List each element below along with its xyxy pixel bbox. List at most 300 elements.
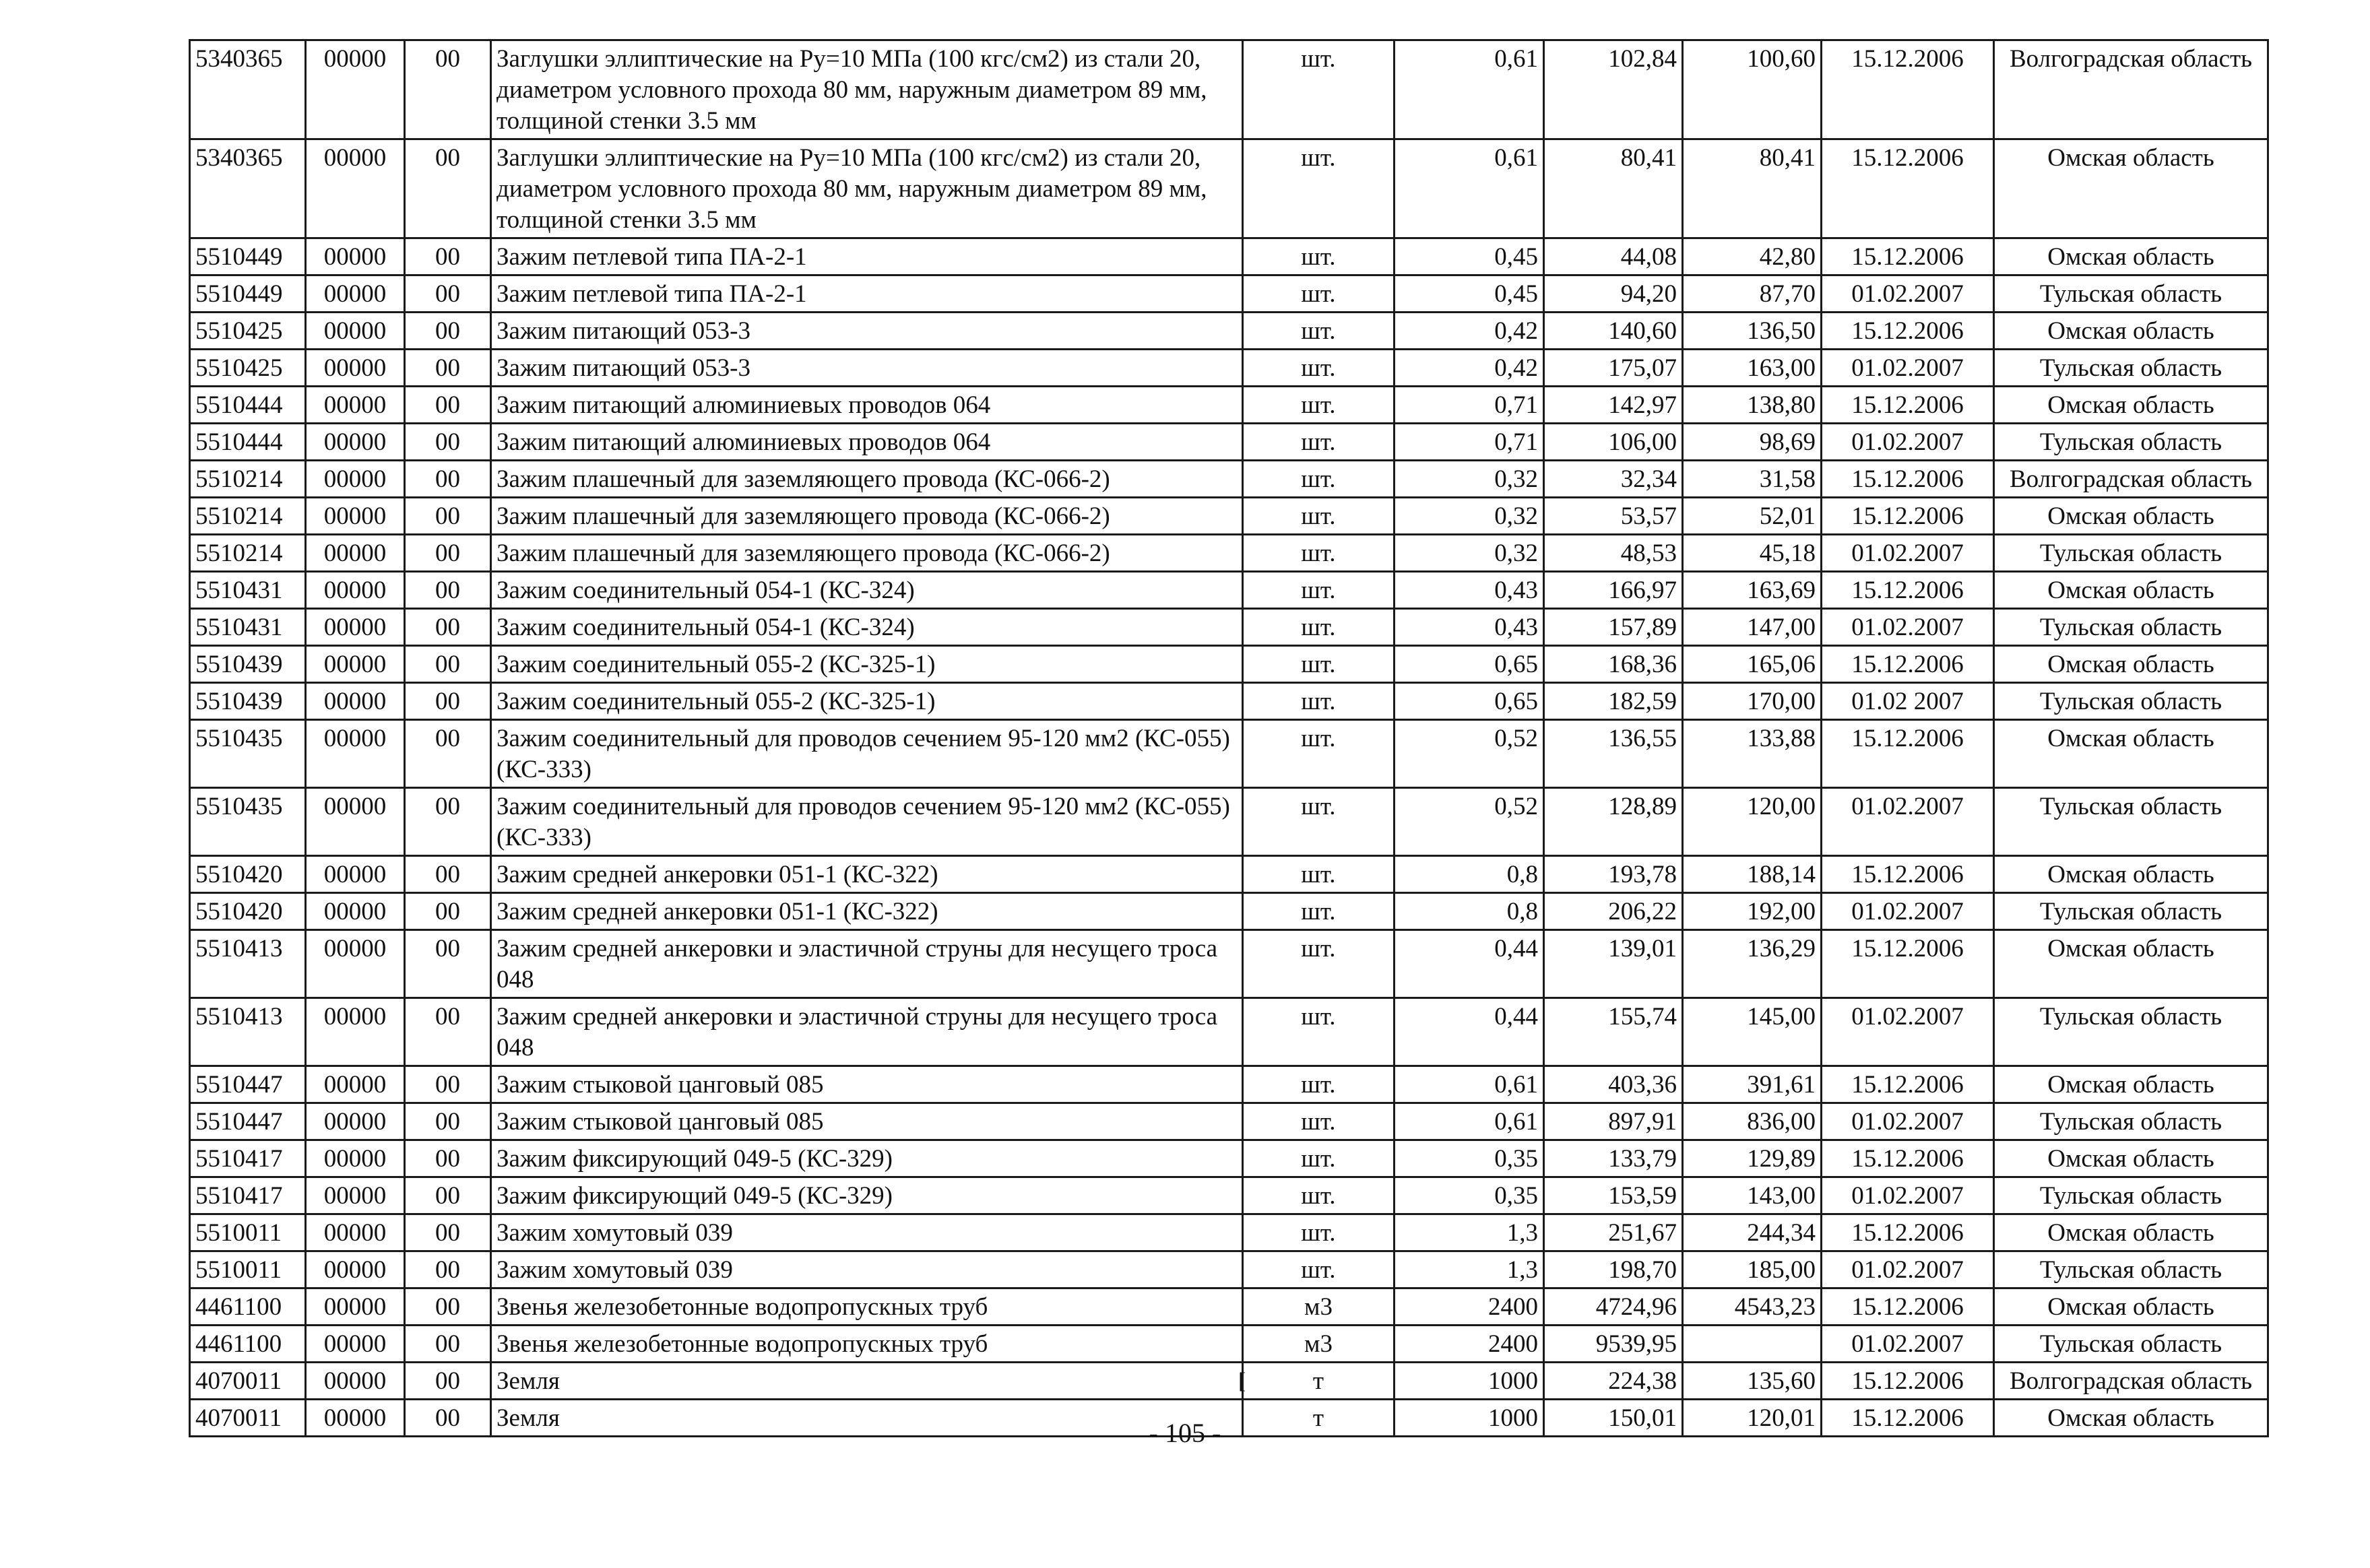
version-cell: 00 — [405, 1326, 491, 1363]
sub-code-cell: 00000 — [306, 139, 405, 238]
price-2-cell: 391,61 — [1683, 1066, 1822, 1103]
version-cell: 00 — [405, 238, 491, 275]
weight-cell: 0,44 — [1395, 930, 1544, 998]
region-cell: Тульская область — [1994, 1251, 2268, 1288]
price-1-cell: 897,91 — [1544, 1103, 1683, 1140]
region-cell: Омская область — [1994, 856, 2268, 893]
item-name-cell: Звенья железобетонные водопропускных труб — [491, 1288, 1243, 1326]
unit-cell: шт. — [1243, 498, 1395, 535]
unit-cell: шт. — [1243, 139, 1395, 238]
date-cell: 15.12.2006 — [1822, 139, 1994, 238]
unit-cell: шт. — [1243, 1066, 1395, 1103]
price-2-cell: 135,60 — [1683, 1363, 1822, 1400]
unit-cell: т — [1243, 1400, 1395, 1437]
item-code-cell: 5510435 — [190, 720, 306, 788]
item-name-cell: Земля — [491, 1363, 1243, 1400]
item-code-cell: 5510435 — [190, 788, 306, 856]
price-2-cell: 80,41 — [1683, 139, 1822, 238]
region-cell: Омская область — [1994, 646, 2268, 683]
price-2-cell: 87,70 — [1683, 275, 1822, 313]
date-cell: 01.02.2007 — [1822, 1251, 1994, 1288]
price-2-cell: 136,50 — [1683, 313, 1822, 350]
unit-cell: м3 — [1243, 1326, 1395, 1363]
sub-code-cell: 00000 — [306, 275, 405, 313]
date-cell: 15.12.2006 — [1822, 930, 1994, 998]
table-row — [190, 1326, 2268, 1363]
price-1-cell: 198,70 — [1544, 1251, 1683, 1288]
table-row — [190, 498, 2268, 535]
table-row — [190, 387, 2268, 424]
version-cell: 00 — [405, 609, 491, 646]
region-cell: Тульская область — [1994, 275, 2268, 313]
price-1-cell: 4724,96 — [1544, 1288, 1683, 1326]
table-row — [190, 1140, 2268, 1177]
item-code-cell: 5340365 — [190, 139, 306, 238]
sub-code-cell: 00000 — [306, 535, 405, 572]
price-1-cell: 182,59 — [1544, 683, 1683, 720]
price-2-cell: 98,69 — [1683, 424, 1822, 461]
sub-code-cell: 00000 — [306, 1214, 405, 1251]
weight-cell: 0,45 — [1395, 275, 1544, 313]
sub-code-cell: 00000 — [306, 313, 405, 350]
price-2-cell: 188,14 — [1683, 856, 1822, 893]
unit-cell: шт. — [1243, 856, 1395, 893]
region-cell: Тульская область — [1994, 998, 2268, 1066]
item-name-cell: Зажим питающий алюминиевых проводов 064 — [491, 424, 1243, 461]
version-cell: 00 — [405, 1140, 491, 1177]
item-code-cell: 5510449 — [190, 275, 306, 313]
region-cell: Омская область — [1994, 720, 2268, 788]
item-name-cell: Зажим петлевой типа ПА-2-1 — [491, 238, 1243, 275]
price-2-cell: 836,00 — [1683, 1103, 1822, 1140]
weight-cell: 0,8 — [1395, 893, 1544, 930]
sub-code-cell: 00000 — [306, 1251, 405, 1288]
sub-code-cell: 00000 — [306, 1103, 405, 1140]
item-name-cell: Заглушки эллиптические на Ру=10 МПа (100 кгс/см2) из стали 20, диаметром условного прохода 80 мм, наружным диаметром 89 мм, толщиной стенки 3.5 мм — [491, 139, 1243, 238]
version-cell: 00 — [405, 856, 491, 893]
date-cell: 01.02.2007 — [1822, 1177, 1994, 1214]
table-row — [190, 424, 2268, 461]
table-row — [190, 1066, 2268, 1103]
version-cell: 00 — [405, 720, 491, 788]
date-cell: 15.12.2006 — [1822, 238, 1994, 275]
item-code-cell: 5510425 — [190, 350, 306, 387]
sub-code-cell: 00000 — [306, 1177, 405, 1214]
version-cell: 00 — [405, 788, 491, 856]
sub-code-cell: 00000 — [306, 646, 405, 683]
weight-cell: 0,61 — [1395, 1103, 1544, 1140]
sub-code-cell: 00000 — [306, 1066, 405, 1103]
date-cell: 15.12.2006 — [1822, 1214, 1994, 1251]
sub-code-cell: 00000 — [306, 350, 405, 387]
item-name-cell: Зажим средней анкеровки 051-1 (КС-322) — [491, 856, 1243, 893]
table-row — [190, 1363, 2268, 1400]
version-cell: 00 — [405, 893, 491, 930]
weight-cell: 0,65 — [1395, 683, 1544, 720]
unit-cell: шт. — [1243, 683, 1395, 720]
unit-cell: шт. — [1243, 387, 1395, 424]
item-code-cell: 5510431 — [190, 609, 306, 646]
weight-cell: 2400 — [1395, 1326, 1544, 1363]
version-cell: 00 — [405, 1214, 491, 1251]
date-cell: 15.12.2006 — [1822, 1066, 1994, 1103]
price-2-cell: 170,00 — [1683, 683, 1822, 720]
unit-cell: шт. — [1243, 646, 1395, 683]
unit-cell: шт. — [1243, 238, 1395, 275]
unit-cell: шт. — [1243, 893, 1395, 930]
price-2-cell: 120,01 — [1683, 1400, 1822, 1437]
table-row — [190, 535, 2268, 572]
table-row — [190, 609, 2268, 646]
version-cell: 00 — [405, 139, 491, 238]
price-2-cell: 163,69 — [1683, 572, 1822, 609]
item-name-cell: Зажим петлевой типа ПА-2-1 — [491, 275, 1243, 313]
table-row — [190, 788, 2268, 856]
price-2-cell: 129,89 — [1683, 1140, 1822, 1177]
price-2-cell: 163,00 — [1683, 350, 1822, 387]
unit-cell: шт. — [1243, 275, 1395, 313]
item-code-cell: 5510214 — [190, 535, 306, 572]
table-row — [190, 1214, 2268, 1251]
region-cell: Тульская область — [1994, 535, 2268, 572]
sub-code-cell: 00000 — [306, 572, 405, 609]
unit-cell: шт. — [1243, 998, 1395, 1066]
table-row — [190, 646, 2268, 683]
price-2-cell: 120,00 — [1683, 788, 1822, 856]
price-1-cell: 155,74 — [1544, 998, 1683, 1066]
weight-cell: 1,3 — [1395, 1214, 1544, 1251]
unit-cell: м3 — [1243, 1288, 1395, 1326]
region-cell: Тульская область — [1994, 609, 2268, 646]
unit-cell: шт. — [1243, 1140, 1395, 1177]
item-name-cell: Зажим питающий 053-3 — [491, 350, 1243, 387]
price-table — [189, 39, 2269, 1437]
date-cell: 01.02 2007 — [1822, 683, 1994, 720]
table-row — [190, 1251, 2268, 1288]
sub-code-cell: 00000 — [306, 609, 405, 646]
price-1-cell: 251,67 — [1544, 1214, 1683, 1251]
price-1-cell: 224,38 — [1544, 1363, 1683, 1400]
date-cell: 15.12.2006 — [1822, 1288, 1994, 1326]
item-code-cell: 5510447 — [190, 1066, 306, 1103]
region-cell: Тульская область — [1994, 1326, 2268, 1363]
weight-cell: 0,71 — [1395, 424, 1544, 461]
price-2-cell: 192,00 — [1683, 893, 1822, 930]
item-code-cell: 5510011 — [190, 1214, 306, 1251]
region-cell: Омская область — [1994, 498, 2268, 535]
price-2-cell: 100,60 — [1683, 40, 1822, 139]
version-cell: 00 — [405, 1251, 491, 1288]
item-name-cell: Зажим соединительный для проводов сечением 95-120 мм2 (КС-055)(КС-333) — [491, 788, 1243, 856]
weight-cell: 0,32 — [1395, 461, 1544, 498]
table-row — [190, 238, 2268, 275]
weight-cell: 1000 — [1395, 1400, 1544, 1437]
date-cell: 01.02.2007 — [1822, 535, 1994, 572]
item-name-cell: Зажим средней анкеровки 051-1 (КС-322) — [491, 893, 1243, 930]
date-cell: 01.02.2007 — [1822, 893, 1994, 930]
item-code-cell: 5510214 — [190, 461, 306, 498]
sub-code-cell: 00000 — [306, 893, 405, 930]
sub-code-cell: 00000 — [306, 998, 405, 1066]
price-1-cell: 157,89 — [1544, 609, 1683, 646]
price-1-cell: 9539,95 — [1544, 1326, 1683, 1363]
table-row — [190, 350, 2268, 387]
region-cell: Волгоградская область — [1994, 461, 2268, 498]
sub-code-cell: 00000 — [306, 461, 405, 498]
date-cell: 15.12.2006 — [1822, 387, 1994, 424]
date-cell: 15.12.2006 — [1822, 856, 1994, 893]
item-name-cell: Зажим фиксирующий 049-5 (КС-329) — [491, 1177, 1243, 1214]
unit-cell: шт. — [1243, 535, 1395, 572]
weight-cell: 0,52 — [1395, 788, 1544, 856]
sub-code-cell: 00000 — [306, 683, 405, 720]
sub-code-cell: 00000 — [306, 1288, 405, 1326]
price-2-cell: 45,18 — [1683, 535, 1822, 572]
price-1-cell: 48,53 — [1544, 535, 1683, 572]
region-cell: Омская область — [1994, 313, 2268, 350]
sub-code-cell: 00000 — [306, 930, 405, 998]
price-2-cell: 143,00 — [1683, 1177, 1822, 1214]
item-code-cell: 5510413 — [190, 930, 306, 998]
item-code-cell: 5510444 — [190, 424, 306, 461]
table-row — [190, 1288, 2268, 1326]
version-cell: 00 — [405, 40, 491, 139]
price-1-cell: 53,57 — [1544, 498, 1683, 535]
sub-code-cell: 00000 — [306, 1140, 405, 1177]
region-cell: Омская область — [1994, 1288, 2268, 1326]
table-row — [190, 275, 2268, 313]
unit-cell: шт. — [1243, 1251, 1395, 1288]
date-cell: 01.02.2007 — [1822, 998, 1994, 1066]
table-row — [190, 313, 2268, 350]
item-code-cell: 5510449 — [190, 238, 306, 275]
version-cell: 00 — [405, 461, 491, 498]
date-cell: 15.12.2006 — [1822, 1400, 1994, 1437]
price-2-cell — [1683, 1326, 1822, 1363]
price-1-cell: 32,34 — [1544, 461, 1683, 498]
price-1-cell: 136,55 — [1544, 720, 1683, 788]
weight-cell: 0,32 — [1395, 535, 1544, 572]
table-row — [190, 893, 2268, 930]
price-2-cell: 42,80 — [1683, 238, 1822, 275]
table-row — [190, 1177, 2268, 1214]
weight-cell: 0,43 — [1395, 572, 1544, 609]
item-name-cell: Зажим плашечный для заземляющего провода (КС-066-2) — [491, 461, 1243, 498]
weight-cell: 2400 — [1395, 1288, 1544, 1326]
stray-mark: [ — [1238, 1369, 1246, 1394]
region-cell: Омская область — [1994, 238, 2268, 275]
unit-cell: шт. — [1243, 40, 1395, 139]
region-cell: Омская область — [1994, 1140, 2268, 1177]
sub-code-cell: 00000 — [306, 1363, 405, 1400]
table-row — [190, 998, 2268, 1066]
item-code-cell: 5510417 — [190, 1177, 306, 1214]
region-cell: Омская область — [1994, 387, 2268, 424]
table-row — [190, 856, 2268, 893]
item-name-cell: Зажим соединительный для проводов сечением 95-120 мм2 (КС-055)(КС-333) — [491, 720, 1243, 788]
item-name-cell: Зажим соединительный 055-2 (КС-325-1) — [491, 646, 1243, 683]
unit-cell: шт. — [1243, 1214, 1395, 1251]
version-cell: 00 — [405, 572, 491, 609]
version-cell: 00 — [405, 498, 491, 535]
price-2-cell: 138,80 — [1683, 387, 1822, 424]
weight-cell: 0,35 — [1395, 1177, 1544, 1214]
item-name-cell: Зажим стыковой цанговый 085 — [491, 1066, 1243, 1103]
item-name-cell: Зажим хомутовый 039 — [491, 1214, 1243, 1251]
sub-code-cell: 00000 — [306, 788, 405, 856]
version-cell: 00 — [405, 998, 491, 1066]
price-1-cell: 153,59 — [1544, 1177, 1683, 1214]
date-cell: 15.12.2006 — [1822, 572, 1994, 609]
version-cell: 00 — [405, 1103, 491, 1140]
version-cell: 00 — [405, 1363, 491, 1400]
item-name-cell: Звенья железобетонные водопропускных труб — [491, 1326, 1243, 1363]
item-name-cell: Заглушки эллиптические на Ру=10 МПа (100 кгс/см2) из стали 20, диаметром условного прохода 80 мм, наружным диаметром 89 мм, толщиной стенки 3.5 мм — [491, 40, 1243, 139]
region-cell: Волгоградская область — [1994, 40, 2268, 139]
version-cell: 00 — [405, 930, 491, 998]
item-code-cell: 5510425 — [190, 313, 306, 350]
unit-cell: шт. — [1243, 1177, 1395, 1214]
unit-cell: шт. — [1243, 720, 1395, 788]
table-row — [190, 1103, 2268, 1140]
item-code-cell: 5510439 — [190, 646, 306, 683]
table-row — [190, 572, 2268, 609]
sub-code-cell: 00000 — [306, 856, 405, 893]
sub-code-cell: 00000 — [306, 424, 405, 461]
price-1-cell: 80,41 — [1544, 139, 1683, 238]
price-1-cell: 206,22 — [1544, 893, 1683, 930]
item-code-cell: 5510439 — [190, 683, 306, 720]
date-cell: 01.02.2007 — [1822, 350, 1994, 387]
weight-cell: 0,61 — [1395, 1066, 1544, 1103]
price-1-cell: 403,36 — [1544, 1066, 1683, 1103]
price-1-cell: 139,01 — [1544, 930, 1683, 998]
version-cell: 00 — [405, 646, 491, 683]
region-cell: Волгоградская область — [1994, 1363, 2268, 1400]
region-cell: Тульская область — [1994, 683, 2268, 720]
item-code-cell: 5510214 — [190, 498, 306, 535]
price-1-cell: 168,36 — [1544, 646, 1683, 683]
item-code-cell: 5510431 — [190, 572, 306, 609]
sub-code-cell: 00000 — [306, 498, 405, 535]
sub-code-cell: 00000 — [306, 238, 405, 275]
date-cell: 01.02.2007 — [1822, 424, 1994, 461]
price-1-cell: 106,00 — [1544, 424, 1683, 461]
item-code-cell: 5340365 — [190, 40, 306, 139]
sub-code-cell: 00000 — [306, 1400, 405, 1437]
table-row — [190, 720, 2268, 788]
price-1-cell: 140,60 — [1544, 313, 1683, 350]
unit-cell: шт. — [1243, 1103, 1395, 1140]
price-2-cell: 147,00 — [1683, 609, 1822, 646]
version-cell: 00 — [405, 1400, 491, 1437]
weight-cell: 0,42 — [1395, 313, 1544, 350]
weight-cell: 0,35 — [1395, 1140, 1544, 1177]
version-cell: 00 — [405, 313, 491, 350]
unit-cell: шт. — [1243, 350, 1395, 387]
weight-cell: 0,42 — [1395, 350, 1544, 387]
item-code-cell: 5510447 — [190, 1103, 306, 1140]
weight-cell: 0,43 — [1395, 609, 1544, 646]
version-cell: 00 — [405, 350, 491, 387]
weight-cell: 0,71 — [1395, 387, 1544, 424]
weight-cell: 0,65 — [1395, 646, 1544, 683]
price-1-cell: 133,79 — [1544, 1140, 1683, 1177]
unit-cell: т — [1243, 1363, 1395, 1400]
unit-cell: шт. — [1243, 572, 1395, 609]
price-1-cell: 128,89 — [1544, 788, 1683, 856]
page-number: - 105 - — [1149, 1418, 1221, 1448]
price-1-cell: 142,97 — [1544, 387, 1683, 424]
date-cell: 01.02.2007 — [1822, 1103, 1994, 1140]
price-2-cell: 136,29 — [1683, 930, 1822, 998]
item-name-cell: Зажим соединительный 055-2 (КС-325-1) — [491, 683, 1243, 720]
price-2-cell: 52,01 — [1683, 498, 1822, 535]
item-code-cell: 4070011 — [190, 1363, 306, 1400]
sub-code-cell: 00000 — [306, 1326, 405, 1363]
price-1-cell: 193,78 — [1544, 856, 1683, 893]
price-1-cell: 166,97 — [1544, 572, 1683, 609]
sub-code-cell: 00000 — [306, 720, 405, 788]
version-cell: 00 — [405, 1288, 491, 1326]
date-cell: 15.12.2006 — [1822, 1363, 1994, 1400]
table-row — [190, 139, 2268, 238]
price-1-cell: 150,01 — [1544, 1400, 1683, 1437]
date-cell: 15.12.2006 — [1822, 40, 1994, 139]
item-code-cell: 4070011 — [190, 1400, 306, 1437]
version-cell: 00 — [405, 387, 491, 424]
item-name-cell: Зажим фиксирующий 049-5 (КС-329) — [491, 1140, 1243, 1177]
item-code-cell: 5510420 — [190, 893, 306, 930]
date-cell: 01.02.2007 — [1822, 609, 1994, 646]
region-cell: Омская область — [1994, 1400, 2268, 1437]
item-code-cell: 5510011 — [190, 1251, 306, 1288]
unit-cell: шт. — [1243, 609, 1395, 646]
price-2-cell: 165,06 — [1683, 646, 1822, 683]
unit-cell: шт. — [1243, 930, 1395, 998]
table-row — [190, 461, 2268, 498]
date-cell: 15.12.2006 — [1822, 313, 1994, 350]
weight-cell: 0,8 — [1395, 856, 1544, 893]
version-cell: 00 — [405, 683, 491, 720]
price-2-cell: 185,00 — [1683, 1251, 1822, 1288]
date-cell: 15.12.2006 — [1822, 720, 1994, 788]
date-cell: 01.02.2007 — [1822, 788, 1994, 856]
table-row — [190, 683, 2268, 720]
sub-code-cell: 00000 — [306, 40, 405, 139]
weight-cell: 1,3 — [1395, 1251, 1544, 1288]
version-cell: 00 — [405, 424, 491, 461]
region-cell: Тульская область — [1994, 1177, 2268, 1214]
weight-cell: 1000 — [1395, 1363, 1544, 1400]
table-row — [190, 930, 2268, 998]
item-name-cell: Зажим соединительный 054-1 (КС-324) — [491, 572, 1243, 609]
item-name-cell: Зажим соединительный 054-1 (КС-324) — [491, 609, 1243, 646]
item-code-cell: 5510420 — [190, 856, 306, 893]
item-code-cell: 4461100 — [190, 1326, 306, 1363]
item-name-cell: Земля — [491, 1400, 1243, 1437]
weight-cell: 0,52 — [1395, 720, 1544, 788]
region-cell: Омская область — [1994, 572, 2268, 609]
item-code-cell: 4461100 — [190, 1288, 306, 1326]
date-cell: 15.12.2006 — [1822, 1140, 1994, 1177]
unit-cell: шт. — [1243, 313, 1395, 350]
price-1-cell: 44,08 — [1544, 238, 1683, 275]
price-2-cell: 244,34 — [1683, 1214, 1822, 1251]
region-cell: Тульская область — [1994, 424, 2268, 461]
price-table-body — [190, 40, 2268, 1437]
item-name-cell: Зажим стыковой цанговый 085 — [491, 1103, 1243, 1140]
